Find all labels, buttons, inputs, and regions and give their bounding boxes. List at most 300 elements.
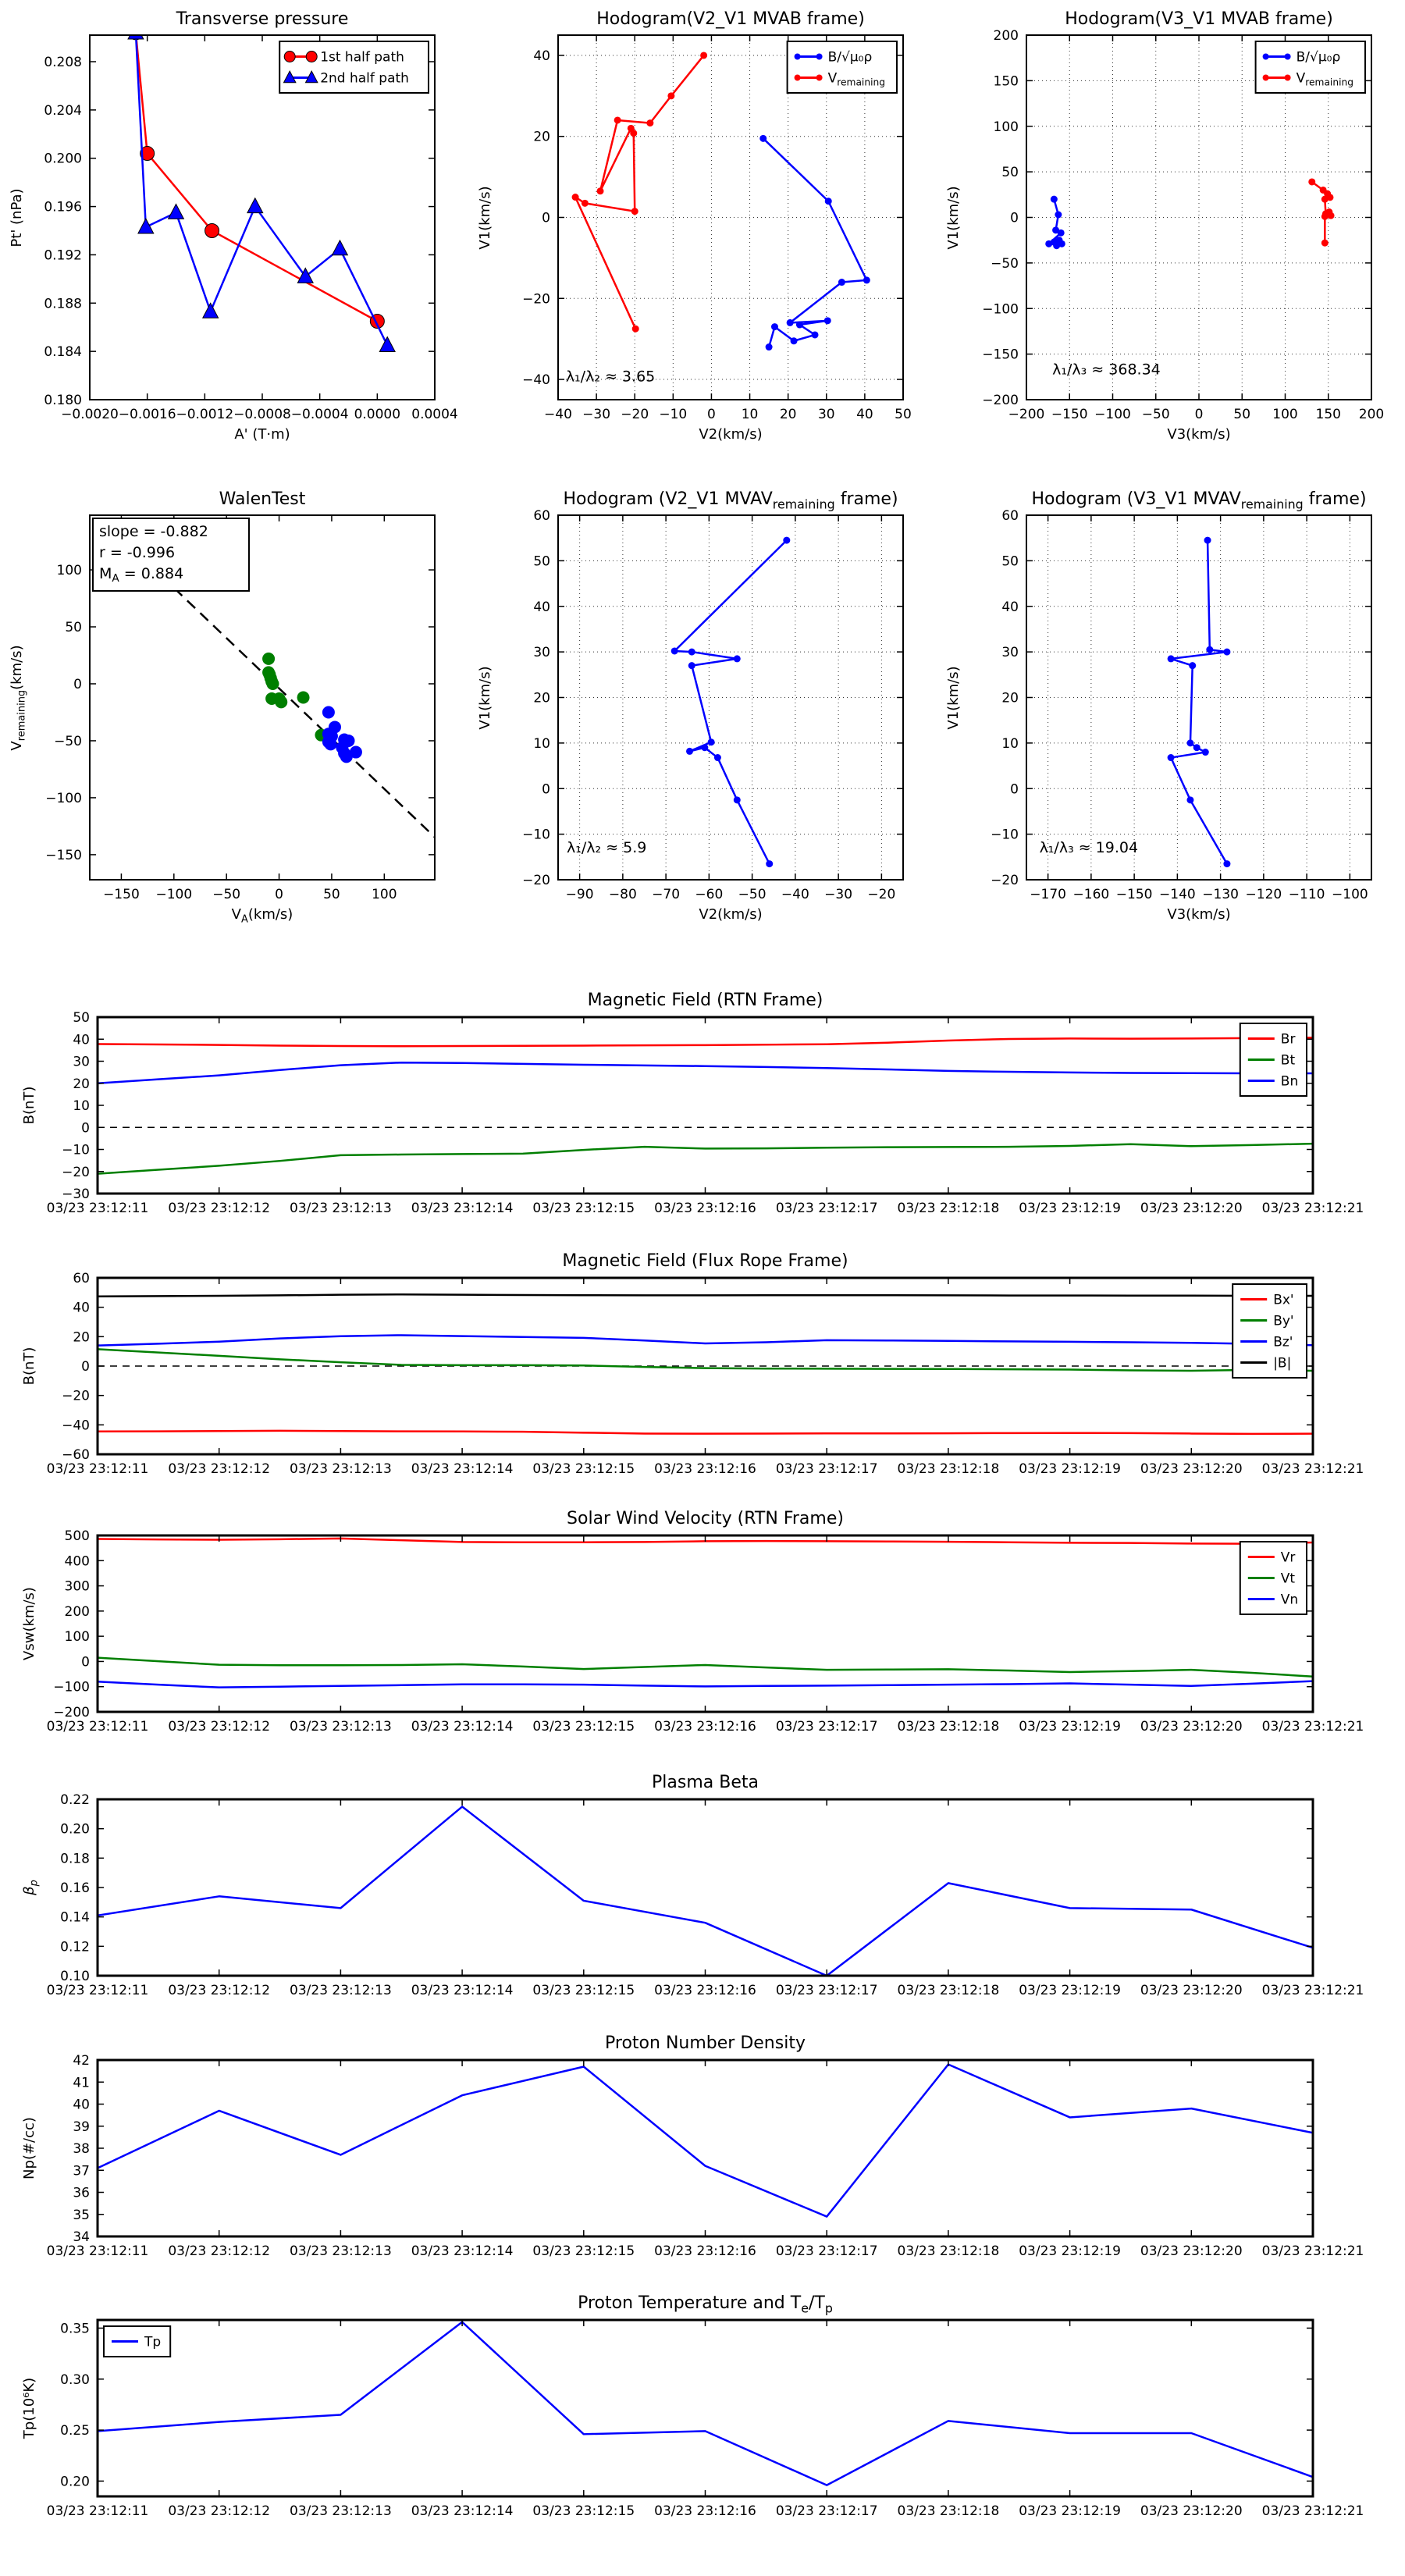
x-tick-label: −20 — [621, 407, 649, 422]
tick-marks — [98, 2320, 1313, 2496]
x-tick-label: 0.0004 — [411, 407, 458, 422]
x-axis-label: $V_A(km/s)$ — [231, 906, 293, 926]
x-tick-label: −0.0008 — [233, 407, 291, 422]
axes-frame — [98, 2320, 1313, 2496]
x-tick-label: 03/23 23:12:15 — [532, 1983, 635, 1998]
x-tick-label: 40 — [856, 407, 873, 422]
x-tick-label: 03/23 23:12:16 — [654, 1201, 756, 1216]
x-tick-label: −20 — [867, 887, 896, 902]
y-tick-label: 40 — [1001, 599, 1019, 615]
y-tick-label: 39 — [73, 2119, 90, 2135]
y-tick-label: 0 — [81, 1359, 90, 1375]
axes-frame — [98, 2060, 1313, 2236]
x-tick-label: −150 — [1051, 407, 1088, 422]
x-tick-label: 03/23 23:12:15 — [532, 2503, 635, 2519]
y-tick-label: −20 — [522, 291, 550, 308]
x-tick-label: −100 — [1332, 887, 1368, 902]
y-tick-label: 10 — [533, 735, 550, 752]
series-group — [98, 1806, 1313, 1976]
y-tick-label: 50 — [65, 620, 82, 636]
legend — [104, 2326, 170, 2357]
legend — [1240, 1542, 1307, 1614]
y-tick-label: 200 — [64, 1603, 90, 1620]
y-tick-label: −20 — [62, 1388, 90, 1404]
y-tick-label: −200 — [982, 393, 1019, 408]
plot-area — [0, 2281, 1405, 2539]
x-axis-label: V2(km/s) — [699, 906, 763, 923]
x-tick-label: 03/23 23:12:16 — [654, 1719, 756, 1735]
x-tick-label: 03/23 23:12:11 — [46, 1983, 149, 1998]
y-tick-label: 100 — [993, 119, 1019, 135]
tick-marks — [98, 1799, 1313, 1976]
x-tick-label: 03/23 23:12:20 — [1140, 1461, 1243, 1477]
y-tick-label: 100 — [64, 1629, 90, 1646]
x-tick-label: −200 — [1008, 407, 1045, 422]
x-tick-label: 03/23 23:12:14 — [411, 1983, 514, 1998]
y-tick-label: 0 — [542, 210, 550, 226]
y-tick-label: −50 — [991, 255, 1019, 272]
legend-label: $V_{remaining}$ — [827, 70, 886, 88]
chart-title: Magnetic Field (Flux Rope Frame) — [562, 1251, 848, 1271]
series-group — [1045, 178, 1334, 249]
series-B-over-sqrt-mu0rho — [763, 138, 867, 347]
x-tick-label: 03/23 23:12:12 — [168, 2243, 271, 2259]
y-tick-label: −20 — [62, 1164, 90, 1180]
x-tick-label: 50 — [1233, 407, 1251, 422]
x-tick-label: 03/23 23:12:11 — [46, 1201, 149, 1216]
x-tick-label: 03/23 23:12:19 — [1019, 1461, 1121, 1477]
y-tick-label: 0.20 — [60, 2474, 90, 2490]
x-tick-label: 03/23 23:12:17 — [775, 1719, 878, 1735]
x-tick-label: 150 — [1315, 407, 1341, 422]
y-tick-label: −10 — [62, 1142, 90, 1158]
series-V-hodogram — [1171, 540, 1227, 863]
y-tick-label: 0 — [81, 1654, 90, 1670]
y-tick-label: −100 — [982, 301, 1019, 318]
x-tick-label: 03/23 23:12:13 — [290, 1461, 392, 1477]
stats-line: r = -0.996 — [99, 544, 176, 561]
y-tick-label: 0.14 — [60, 1909, 90, 1926]
y-tick-label: 60 — [73, 1271, 90, 1286]
x-tick-label: 03/23 23:12:14 — [411, 1719, 514, 1735]
plot-area — [0, 480, 468, 937]
series-Bx' — [98, 1431, 1313, 1434]
x-tick-label: 03/23 23:12:18 — [897, 1719, 1000, 1735]
chart-title: Hodogram (V3_V1 $MVAV_{remaining}$ frame) — [1031, 489, 1367, 512]
y-tick-label: 20 — [73, 1329, 90, 1346]
plot-area — [468, 0, 937, 457]
panel-plasma-beta — [0, 1760, 1405, 2018]
legend-label: Tp — [144, 2334, 162, 2350]
plot-area — [468, 480, 937, 937]
y-tick-label: 100 — [56, 563, 82, 579]
y-axis-label: Vsw(km/s) — [21, 1587, 37, 1660]
x-tick-label: 03/23 23:12:16 — [654, 2243, 756, 2259]
chart-title: WalenTest — [219, 489, 306, 509]
series-By' — [98, 1349, 1313, 1371]
y-axis-label: V1(km/s) — [477, 186, 493, 250]
annotation: λ₁/λ₂ ≈ 3.65 — [565, 368, 656, 386]
panel-hodogram-v2v1-mvab — [468, 0, 937, 457]
panel-transverse-pressure — [0, 0, 468, 457]
y-tick-label: 20 — [533, 690, 550, 706]
axes-frame — [98, 1278, 1313, 1454]
x-tick-label: −100 — [1094, 407, 1131, 422]
plot-area — [937, 0, 1405, 457]
x-tick-label: 0 — [1194, 407, 1204, 422]
plot-area — [0, 1239, 1405, 1496]
series-group — [98, 1294, 1313, 1434]
y-tick-label: 0.204 — [44, 102, 82, 119]
x-tick-label: 50 — [323, 887, 340, 902]
y-tick-label: 0.22 — [60, 1792, 90, 1808]
x-tick-label: 03/23 23:12:11 — [46, 2503, 149, 2519]
x-tick-label: 03/23 23:12:13 — [290, 1719, 392, 1735]
y-tick-label: 0 — [542, 781, 550, 798]
stats-line: slope = -0.882 — [99, 523, 208, 540]
axes-frame — [98, 1799, 1313, 1976]
y-tick-label: −50 — [54, 733, 82, 749]
x-tick-label: −30 — [824, 887, 853, 902]
y-tick-label: 0 — [81, 1120, 90, 1137]
y-tick-label: 50 — [1001, 165, 1019, 181]
x-tick-label: 03/23 23:12:16 — [654, 1461, 756, 1477]
legend-label: B/√μ₀ρ — [1296, 49, 1341, 66]
panel-hodogram-v3v1-mvab — [937, 0, 1405, 457]
x-tick-label: 50 — [895, 407, 912, 422]
x-tick-label: 03/23 23:12:13 — [290, 2503, 392, 2519]
x-tick-label: −160 — [1072, 887, 1110, 902]
y-tick-label: 20 — [73, 1076, 90, 1092]
x-tick-label: 03/23 23:12:15 — [532, 1461, 635, 1477]
y-tick-label: 40 — [73, 1032, 90, 1048]
x-tick-label: 03/23 23:12:20 — [1140, 2243, 1243, 2259]
series-group — [98, 1539, 1313, 1688]
legend-label: |B| — [1273, 1355, 1292, 1372]
x-tick-label: 03/23 23:12:20 — [1140, 2503, 1243, 2519]
plot-area — [937, 480, 1405, 937]
x-tick-label: 03/23 23:12:15 — [532, 1201, 635, 1216]
legend-label: Vr — [1280, 1550, 1296, 1566]
x-tick-label: 03/23 23:12:20 — [1140, 1983, 1243, 1998]
x-tick-label: 03/23 23:12:17 — [775, 2243, 878, 2259]
y-tick-label: −10 — [991, 827, 1019, 843]
y-tick-label: 0.20 — [60, 1821, 90, 1838]
x-tick-label: −60 — [695, 887, 724, 902]
legend-label: Bn — [1280, 1073, 1299, 1090]
y-tick-label: −40 — [62, 1418, 90, 1434]
y-tick-label: −150 — [982, 347, 1019, 363]
y-axis-label: Pt' (nPa) — [9, 188, 25, 247]
stats-line: $M_A = 0.884$ — [99, 565, 184, 585]
series-Vt — [98, 1658, 1313, 1677]
y-tick-label: 37 — [73, 2163, 90, 2179]
y-tick-label: 0.196 — [44, 199, 82, 215]
y-axis-label: Tp(10⁶K) — [21, 2377, 37, 2439]
y-tick-label: 38 — [73, 2141, 90, 2157]
y-axis-label: $V_{remaining}(km/s)$ — [9, 645, 28, 751]
plot-area — [0, 1496, 1405, 1754]
y-tick-label: 0.35 — [60, 2321, 90, 2337]
legend-label: 2nd half path — [320, 70, 409, 87]
x-tick-label: 200 — [1358, 407, 1385, 422]
plot-area — [0, 0, 468, 457]
legend-label: Vt — [1280, 1571, 1296, 1587]
x-tick-label: −170 — [1030, 887, 1066, 902]
x-tick-label: 03/23 23:12:18 — [897, 1461, 1000, 1477]
y-tick-label: 0.16 — [60, 1880, 90, 1896]
tick-marks — [98, 1278, 1313, 1454]
x-tick-label: −40 — [544, 407, 572, 422]
panel-proton-number-density — [0, 2021, 1405, 2279]
y-tick-label: 35 — [73, 2207, 90, 2223]
x-tick-label: 03/23 23:12:16 — [654, 1983, 756, 1998]
x-axis-label: A' (T·m) — [234, 426, 290, 443]
x-tick-label: 0.0000 — [354, 407, 401, 422]
y-tick-label: −20 — [522, 873, 550, 888]
series-Br — [98, 1037, 1313, 1046]
plot-area — [0, 978, 1405, 1236]
y-tick-label: 400 — [64, 1553, 90, 1570]
tick-marks — [98, 2060, 1313, 2236]
x-tick-label: −110 — [1288, 887, 1325, 902]
tick-marks — [98, 1017, 1313, 1194]
x-tick-label: 03/23 23:12:19 — [1019, 2503, 1121, 2519]
x-tick-label: 03/23 23:12:19 — [1019, 2243, 1121, 2259]
y-axis-label: V1(km/s) — [477, 666, 493, 730]
x-tick-label: 03/23 23:12:17 — [775, 1983, 878, 1998]
x-tick-label: 0 — [707, 407, 716, 422]
y-tick-label: 40 — [73, 1300, 90, 1316]
series-group — [98, 1037, 1313, 1173]
chart-title: Proton Temperature and $T_e/T_p$ — [578, 2293, 833, 2316]
y-tick-label: 10 — [73, 1098, 90, 1114]
series-V-hodogram — [674, 540, 787, 863]
y-tick-label: −30 — [62, 1187, 90, 1202]
y-tick-label: −60 — [62, 1447, 90, 1463]
x-tick-label: −0.0020 — [61, 407, 119, 422]
x-tick-label: 03/23 23:12:18 — [897, 2503, 1000, 2519]
x-tick-label: −150 — [1115, 887, 1153, 902]
x-tick-label: 03/23 23:12:12 — [168, 2503, 271, 2519]
series-fit-line — [162, 576, 435, 838]
y-axis-label: $\beta_p$ — [21, 1880, 41, 1895]
x-tick-label: 03/23 23:12:20 — [1140, 1719, 1243, 1735]
x-tick-label: 03/23 23:12:11 — [46, 1719, 149, 1735]
x-tick-label: −0.0016 — [118, 407, 176, 422]
x-axis-label: V3(km/s) — [1167, 906, 1231, 923]
legend — [279, 41, 429, 93]
x-tick-label: 03/23 23:12:12 — [168, 1983, 271, 1998]
x-axis-label: V2(km/s) — [699, 426, 763, 443]
x-tick-label: −150 — [103, 887, 140, 902]
x-tick-label: −140 — [1159, 887, 1196, 902]
y-tick-label: 0.30 — [60, 2371, 90, 2388]
x-tick-label: 03/23 23:12:19 — [1019, 1983, 1121, 1998]
x-tick-label: 10 — [741, 407, 759, 422]
series-Bz' — [98, 1335, 1313, 1345]
series-V-remaining — [575, 55, 704, 329]
x-tick-label: 03/23 23:12:21 — [1261, 1461, 1364, 1477]
panel-proton-temperature — [0, 2281, 1405, 2539]
y-tick-label: 50 — [533, 553, 550, 570]
legend-label: Bx' — [1273, 1292, 1294, 1308]
chart-title: Solar Wind Velocity (RTN Frame) — [567, 1509, 844, 1528]
y-tick-label: −20 — [991, 873, 1019, 888]
y-tick-label: −100 — [45, 790, 82, 806]
y-tick-label: −10 — [522, 827, 550, 843]
y-axis-label: V1(km/s) — [945, 666, 962, 730]
x-tick-label: −70 — [652, 887, 681, 902]
legend-label: Bt — [1280, 1052, 1296, 1069]
chart-title: Hodogram(V3_V1 MVAB frame) — [1065, 9, 1333, 29]
y-tick-label: 30 — [1001, 645, 1019, 661]
x-tick-label: 03/23 23:12:18 — [897, 1201, 1000, 1216]
y-axis-label: B(nT) — [21, 1347, 37, 1386]
series-group — [572, 52, 870, 350]
legend-label: Br — [1280, 1031, 1296, 1048]
x-tick-label: 03/23 23:12:21 — [1261, 1201, 1364, 1216]
y-tick-label: 0.18 — [60, 1851, 90, 1867]
x-tick-label: 03/23 23:12:21 — [1261, 1983, 1364, 1998]
legend-label: B/√μ₀ρ — [827, 49, 873, 66]
x-tick-label: 03/23 23:12:15 — [532, 1719, 635, 1735]
x-tick-label: 100 — [372, 887, 397, 902]
legend — [1232, 1284, 1307, 1378]
legend-label: Vn — [1280, 1592, 1299, 1608]
y-tick-label: 0 — [1010, 781, 1019, 798]
x-tick-label: 03/23 23:12:18 — [897, 2243, 1000, 2259]
y-tick-label: −150 — [45, 847, 82, 863]
legend-label: $V_{remaining}$ — [1296, 70, 1354, 88]
x-tick-label: 03/23 23:12:15 — [532, 2243, 635, 2259]
y-tick-label: 0.200 — [44, 151, 82, 167]
x-tick-label: 03/23 23:12:16 — [654, 2503, 756, 2519]
x-tick-label: 03/23 23:12:14 — [411, 1461, 514, 1477]
x-tick-label: 20 — [779, 407, 797, 422]
series-Np — [98, 2065, 1313, 2217]
chart-title: Transverse pressure — [176, 9, 349, 29]
y-tick-label: 30 — [73, 1054, 90, 1070]
chart-title: Magnetic Field (RTN Frame) — [587, 991, 823, 1010]
y-tick-label: −100 — [53, 1679, 90, 1695]
x-tick-label: −50 — [738, 887, 767, 902]
y-tick-label: −200 — [53, 1705, 90, 1720]
x-tick-label: 03/23 23:12:14 — [411, 1201, 514, 1216]
y-tick-label: 40 — [533, 599, 550, 615]
y-tick-label: 0 — [1010, 210, 1019, 226]
x-tick-label: 03/23 23:12:21 — [1261, 2503, 1364, 2519]
x-tick-label: −90 — [565, 887, 594, 902]
y-tick-label: 34 — [73, 2229, 90, 2245]
y-tick-label: 0.184 — [44, 344, 82, 361]
series-group — [98, 2322, 1313, 2485]
x-tick-label: 03/23 23:12:18 — [897, 1983, 1000, 1998]
y-tick-label: 60 — [1001, 508, 1019, 524]
x-tick-label: 03/23 23:12:19 — [1019, 1719, 1121, 1735]
chart-title: Proton Number Density — [605, 2033, 806, 2053]
x-tick-label: −0.0004 — [290, 407, 349, 422]
x-tick-label: −50 — [212, 887, 241, 902]
y-tick-label: 42 — [73, 2053, 90, 2069]
y-tick-label: 50 — [73, 1010, 90, 1026]
plot-area — [0, 1760, 1405, 2018]
y-tick-label: 40 — [73, 2097, 90, 2113]
y-tick-label: 0.180 — [44, 393, 82, 408]
series-group — [671, 537, 791, 867]
y-tick-label: 500 — [64, 1528, 90, 1544]
y-tick-label: 200 — [993, 28, 1019, 44]
x-tick-label: 03/23 23:12:11 — [46, 1461, 149, 1477]
legend-label: By' — [1273, 1313, 1294, 1329]
x-tick-label: 03/23 23:12:17 — [775, 2503, 878, 2519]
series-group — [1168, 537, 1231, 867]
series-Bn — [98, 1062, 1313, 1083]
legend — [1256, 41, 1365, 93]
y-tick-label: 60 — [533, 508, 550, 524]
y-tick-label: 0.25 — [60, 2423, 90, 2439]
annotation: λ₁/λ₃ ≈ 368.34 — [1052, 361, 1161, 379]
x-tick-label: 03/23 23:12:21 — [1261, 2243, 1364, 2259]
y-tick-label: 0.188 — [44, 296, 82, 312]
y-tick-label: 10 — [1001, 735, 1019, 752]
x-tick-label: 03/23 23:12:14 — [411, 2503, 514, 2519]
x-tick-label: −120 — [1245, 887, 1282, 902]
x-tick-label: 03/23 23:12:17 — [775, 1201, 878, 1216]
x-tick-label: 03/23 23:12:13 — [290, 1983, 392, 1998]
panel-solar-wind-velocity — [0, 1496, 1405, 1754]
legend-label: Bz' — [1273, 1334, 1293, 1350]
y-tick-label: 0.208 — [44, 55, 82, 71]
annotation: λ₁/λ₃ ≈ 19.04 — [1039, 838, 1139, 856]
y-tick-label: 0.10 — [60, 1969, 90, 1984]
x-axis-label: V3(km/s) — [1167, 426, 1231, 443]
chart-title: Hodogram(V2_V1 MVAB frame) — [596, 9, 865, 29]
y-tick-label: 30 — [533, 645, 550, 661]
x-tick-label: 0 — [275, 887, 283, 902]
x-tick-label: 03/23 23:12:13 — [290, 1201, 392, 1216]
y-tick-label: 36 — [73, 2185, 90, 2201]
y-tick-label: 41 — [73, 2075, 90, 2091]
x-tick-label: −130 — [1202, 887, 1239, 902]
series-|B| — [98, 1294, 1313, 1296]
panel-magnetic-field-rtn — [0, 978, 1405, 1236]
y-tick-label: 0.192 — [44, 247, 82, 264]
x-tick-label: 03/23 23:12:20 — [1140, 1201, 1243, 1216]
x-tick-label: 03/23 23:12:12 — [168, 1201, 271, 1216]
series-Bt — [98, 1144, 1313, 1173]
y-tick-label: 50 — [1001, 553, 1019, 570]
panel-hodogram-v2v1-mvav — [468, 480, 937, 937]
annotation: λ₁/λ₂ ≈ 5.9 — [567, 838, 647, 856]
series-beta-p — [98, 1806, 1313, 1976]
x-tick-label: −40 — [781, 887, 809, 902]
y-tick-label: 0.12 — [60, 1939, 90, 1955]
panel-hodogram-v3v1-mvav — [937, 480, 1405, 937]
y-axis-label: B(nT) — [21, 1086, 37, 1125]
legend — [788, 41, 897, 93]
x-tick-label: −50 — [1141, 407, 1170, 422]
axes-frame — [98, 1017, 1313, 1194]
y-tick-label: 20 — [1001, 690, 1019, 706]
x-tick-label: 100 — [1272, 407, 1298, 422]
grid-lines — [558, 515, 903, 880]
x-tick-label: 03/23 23:12:14 — [411, 2243, 514, 2259]
series-group — [98, 2065, 1313, 2217]
plot-area — [0, 2021, 1405, 2279]
x-tick-label: 03/23 23:12:11 — [46, 2243, 149, 2259]
x-tick-label: 03/23 23:12:12 — [168, 1719, 271, 1735]
